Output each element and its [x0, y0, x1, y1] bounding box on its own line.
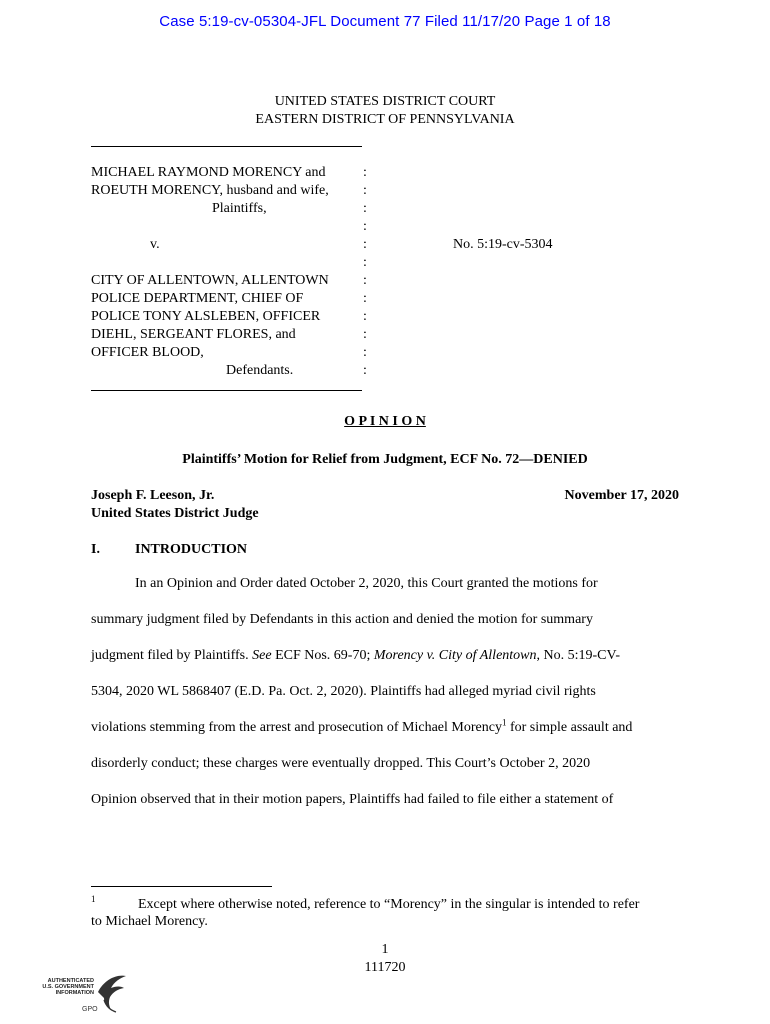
opinion-date: November 17, 2020 — [564, 488, 679, 503]
defendant-line: POLICE TONY ALSLEBEN, OFFICER — [91, 309, 321, 324]
body-line-2: summary judgment filed by Defendants in this action and denied the motion for summary — [91, 612, 593, 627]
body-line-1: In an Opinion and Order dated October 2, 2020, this Court granted the motions for — [135, 576, 598, 591]
gpo-authentication-seal — [38, 970, 133, 1018]
body-line-4: 5304, 2020 WL 5868407 (E.D. Pa. Oct. 2, 2020). Plaintiffs had alleged myriad civil rights — [91, 684, 596, 699]
defendant-line: OFFICER BLOOD, — [91, 345, 204, 360]
defendant-line: CITY OF ALLENTOWN, ALLENTOWN — [91, 273, 329, 288]
motion-disposition: Plaintiffs’ Motion for Relief from Judgment, ECF No. 72—DENIED — [182, 452, 588, 467]
page-code: 111720 — [364, 960, 406, 975]
caption-plaintiffs — [91, 164, 329, 200]
colon: : — [363, 327, 367, 342]
colon: : — [363, 273, 367, 288]
caption-top-rule — [91, 146, 362, 147]
colon: : — [363, 219, 367, 234]
court-name-line1: UNITED STATES DISTRICT COURT — [274, 94, 496, 109]
colon: : — [363, 237, 367, 252]
page-number: 1 — [381, 942, 389, 957]
colon: : — [363, 363, 367, 378]
body-line-6: disorderly conduct; these charges were eventually dropped. This Court’s October 2, 2020 — [91, 756, 591, 771]
colon: : — [363, 183, 367, 198]
colon: : — [363, 165, 367, 180]
opinion-title: O P I N I O N — [344, 414, 426, 429]
colon: : — [363, 291, 367, 306]
caption-colon-column — [361, 164, 369, 380]
body-line-7: Opinion observed that in their motion papers, Plaintiffs had failed to file either a statement of — [91, 792, 614, 807]
defendant-line: DIEHL, SERGEANT FLORES, and — [91, 327, 296, 342]
defendants-role: Defendants. — [226, 363, 294, 378]
judge-name: Joseph F. Leeson, Jr. — [91, 488, 215, 503]
colon: : — [363, 345, 367, 360]
defendant-line: POLICE DEPARTMENT, CHIEF OF — [91, 291, 304, 306]
footnote-separator — [91, 886, 272, 887]
colon: : — [363, 255, 367, 270]
caption-defendants — [91, 272, 329, 362]
footnote-text-line-1: Except where otherwise noted, reference to “Morency” in the singular is intended to refer — [138, 897, 640, 912]
footnote-reference: 1 — [501, 717, 507, 728]
body-line-3: judgment filed by Plaintiffs. See ECF Nos. 69-70; Morency v. City of Allentown, No. 5:19-CV- — [91, 648, 621, 663]
court-name-line2: EASTERN DISTRICT OF PENNSYLVANIA — [255, 112, 515, 127]
caption-bottom-rule — [91, 390, 362, 391]
judge-title: United States District Judge — [91, 506, 259, 521]
section-title: INTRODUCTION — [135, 542, 248, 557]
body-line-5: violations stemming from the arrest and prosecution of Michael Morency$^1$ for simple assault and — [91, 717, 633, 735]
case-header-stamp: Case 5:19-cv-05304-JFL Document 77 Filed 11/17/20 Page 1 of 18 — [159, 13, 611, 30]
gpo-seal-text: AUTHENTICATED U.S. GOVERNMENT INFORMATION — [42, 978, 94, 996]
footnote-text-line-2: to Michael Morency. — [91, 914, 208, 929]
footnote-number: 1 — [91, 894, 96, 904]
plaintiffs-role: Plaintiffs, — [212, 201, 267, 216]
versus-label: v. — [150, 237, 160, 252]
colon: : — [363, 201, 367, 216]
case-number: No. 5:19-cv-5304 — [453, 237, 553, 252]
signal-see: See — [252, 648, 272, 663]
section-number: I. — [91, 542, 100, 557]
plaintiff-line: ROEUTH MORENCY, husband and wife, — [91, 183, 329, 198]
gpo-mark: GPO — [82, 1006, 98, 1013]
eagle-icon — [94, 970, 128, 1018]
case-name-citation: Morency v. City of Allentown — [373, 648, 537, 663]
plaintiff-line: MICHAEL RAYMOND MORENCY and — [91, 165, 326, 180]
colon: : — [363, 309, 367, 324]
